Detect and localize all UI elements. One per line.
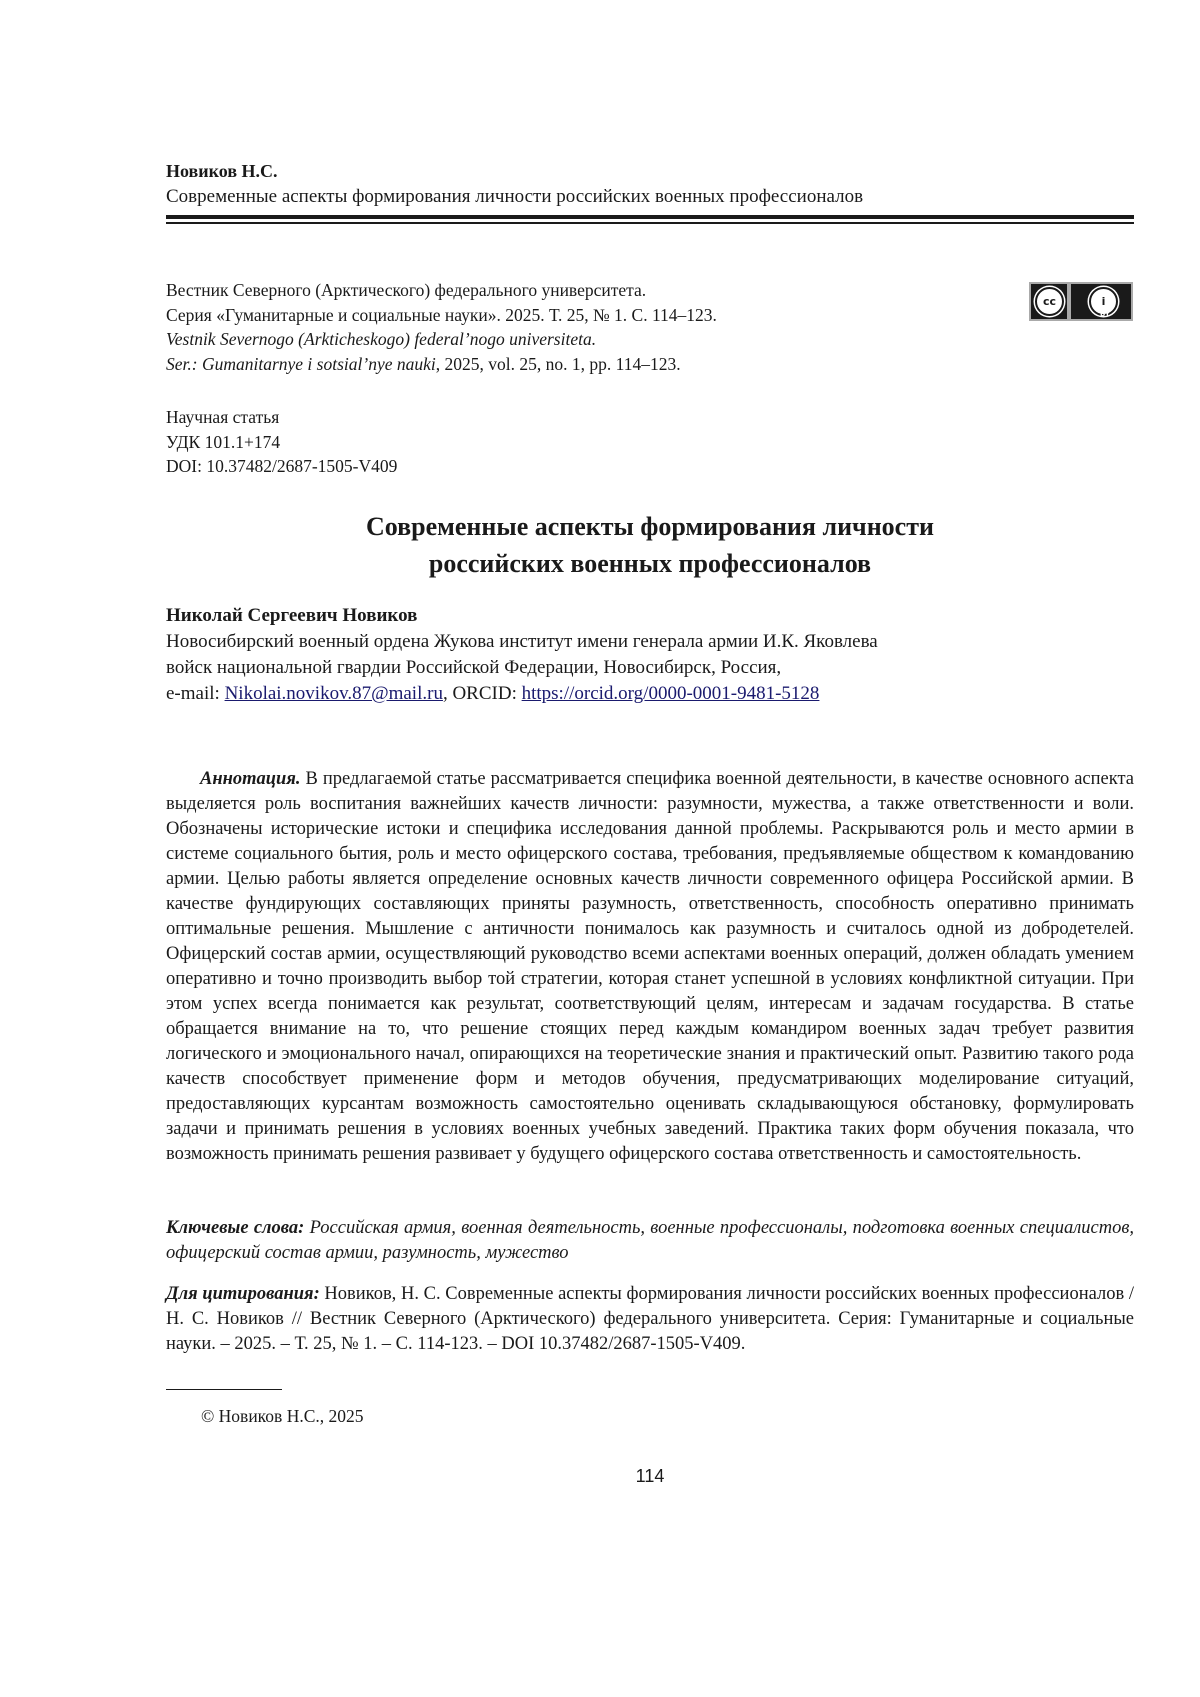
author-affiliation-1: Новосибирский военный ордена Жукова институт имени генерала армии И.К. Яковлева (166, 629, 878, 655)
article-title-line-2: российских военных профессионалов (166, 545, 1134, 582)
abstract (166, 767, 1134, 1167)
copyright-note: © Новиков Н.С., 2025 (201, 1406, 364, 1427)
journal-volume-en: , 2025, vol. 25, no. 1, pp. 114–123. (436, 354, 681, 374)
abstract-label: Аннотация. (200, 769, 301, 789)
keywords (166, 1216, 1134, 1266)
header-rule-thin (166, 222, 1134, 224)
article-title-line-1: Современные аспекты формирования личности (166, 508, 1134, 545)
cc-badge-divider (1067, 284, 1071, 319)
cc-icon: cc (1035, 287, 1064, 316)
article-type: Научная статья (166, 405, 397, 430)
running-header-author: Новиков Н.С. (166, 161, 278, 182)
doi: DOI: 10.37482/2687-1505-V409 (166, 454, 397, 479)
orcid-link[interactable]: https://orcid.org/0000-0001-9481-5128 (522, 683, 820, 704)
keywords-label: Ключевые слова: (166, 1218, 304, 1238)
keywords-text: Российская армия, военная деятельность, военные профессионалы, подготовка военных специалистов, офицерский состав армии, разумность, мужество (166, 1218, 1134, 1263)
cc-by-license-icon[interactable] (1029, 282, 1133, 321)
journal-line-ru-2: Серия «Гуманитарные и социальные науки». 2025. Т. 25, № 1. С. 114–123. (166, 303, 717, 328)
running-header-title: Современные аспекты формирования личности российских военных профессионалов (166, 186, 863, 208)
citation (166, 1282, 1134, 1357)
article-title (166, 508, 1134, 582)
journal-line-en-1: Vestnik Severnogo (Arkticheskogo) federal’nogo universiteta. (166, 327, 717, 352)
author-contacts (166, 681, 878, 707)
by-label: BY (1083, 310, 1127, 318)
email-label: e-mail: (166, 683, 225, 704)
author-block (166, 603, 878, 707)
header-rule-thick (166, 215, 1134, 219)
author-affiliation-2: войск национальной гвардии Российской Федерации, Новосибирск, Россия, (166, 655, 878, 681)
article-meta (166, 405, 397, 479)
author-name: Николай Сергеевич Новиков (166, 603, 878, 629)
email-link[interactable]: Nikolai.novikov.87@mail.ru (225, 683, 443, 704)
journal-reference (166, 278, 717, 376)
journal-line-ru-1: Вестник Северного (Арктического) федерального университета. (166, 278, 717, 303)
journal-line-en-2 (166, 352, 717, 377)
abstract-paragraph (166, 767, 1134, 1167)
page-number: 114 (166, 1466, 1134, 1487)
abstract-text: В предлагаемой статье рассматривается специфика военной деятельности, в качестве основного аспекта выделяется роль воспитания важнейших качеств личности: разумности, мужества, а также ответственности и воли. Обозначены исторические истоки и специфика исследования данной проблемы. Раскрываются роль и место армии в системе социального бытия, роль и место офицерского состава, требования, предъявляемые обществом к командованию армии. Целью работы является определение основных качеств личности современного офицера Российской армии. В качестве фундирующих составляющих приняты разумность, ответственность, способность оперативно принимать оптимальные решения. Мышление с античности понималось как разумность и считалось одной из добродетелей. Офицерский состав армии, осуществляющий руководство всеми аспектами военных операций, должен обладать умением оперативно и точно производить выбор той стратегии, которая станет успешной в условиях конфликтной ситуации. При этом успех всегда понимается как результат, соответствующий целям, интересам и задачам государства. В статье обращается внимание на то, что решение стоящих перед каждым командиром военных задач требует развития логического и эмоционального начал, опирающихся на теоретические знания и практический опыт. Развитию такого рода качеств способствует применение форм и методов обучения, предусматривающих моделирование ситуаций, предоставляющих курсантам возможность самостоятельно оценивать складывающуюся обстановку, формулировать задачи и принимать решения в условиях военных учебных заведений. Практика таких форм обучения показала, что возможность принимать решения развивает у будущего офицерского состава ответственность и самостоятельность. (166, 769, 1134, 1164)
journal-series-en: Ser.: Gumanitarnye i sotsial’nye nauki (166, 354, 436, 374)
attribution-icon: i (1089, 287, 1118, 316)
udk: УДК 101.1+174 (166, 430, 397, 455)
footnote-rule (166, 1389, 282, 1390)
orcid-label: , ORCID: (443, 683, 522, 704)
citation-text: Новиков, Н. С. Современные аспекты формирования личности российских военных профессионалов / Н. С. Новиков // Вестник Северного (Арктического) федерального университета. Серия: Гуманитарные и социальные науки. – 2025. – Т. 25, № 1. – С. 114-123. – DOI 10.37482/2687-1505-V409. (166, 1284, 1134, 1354)
citation-label: Для цитирования: (166, 1284, 320, 1304)
